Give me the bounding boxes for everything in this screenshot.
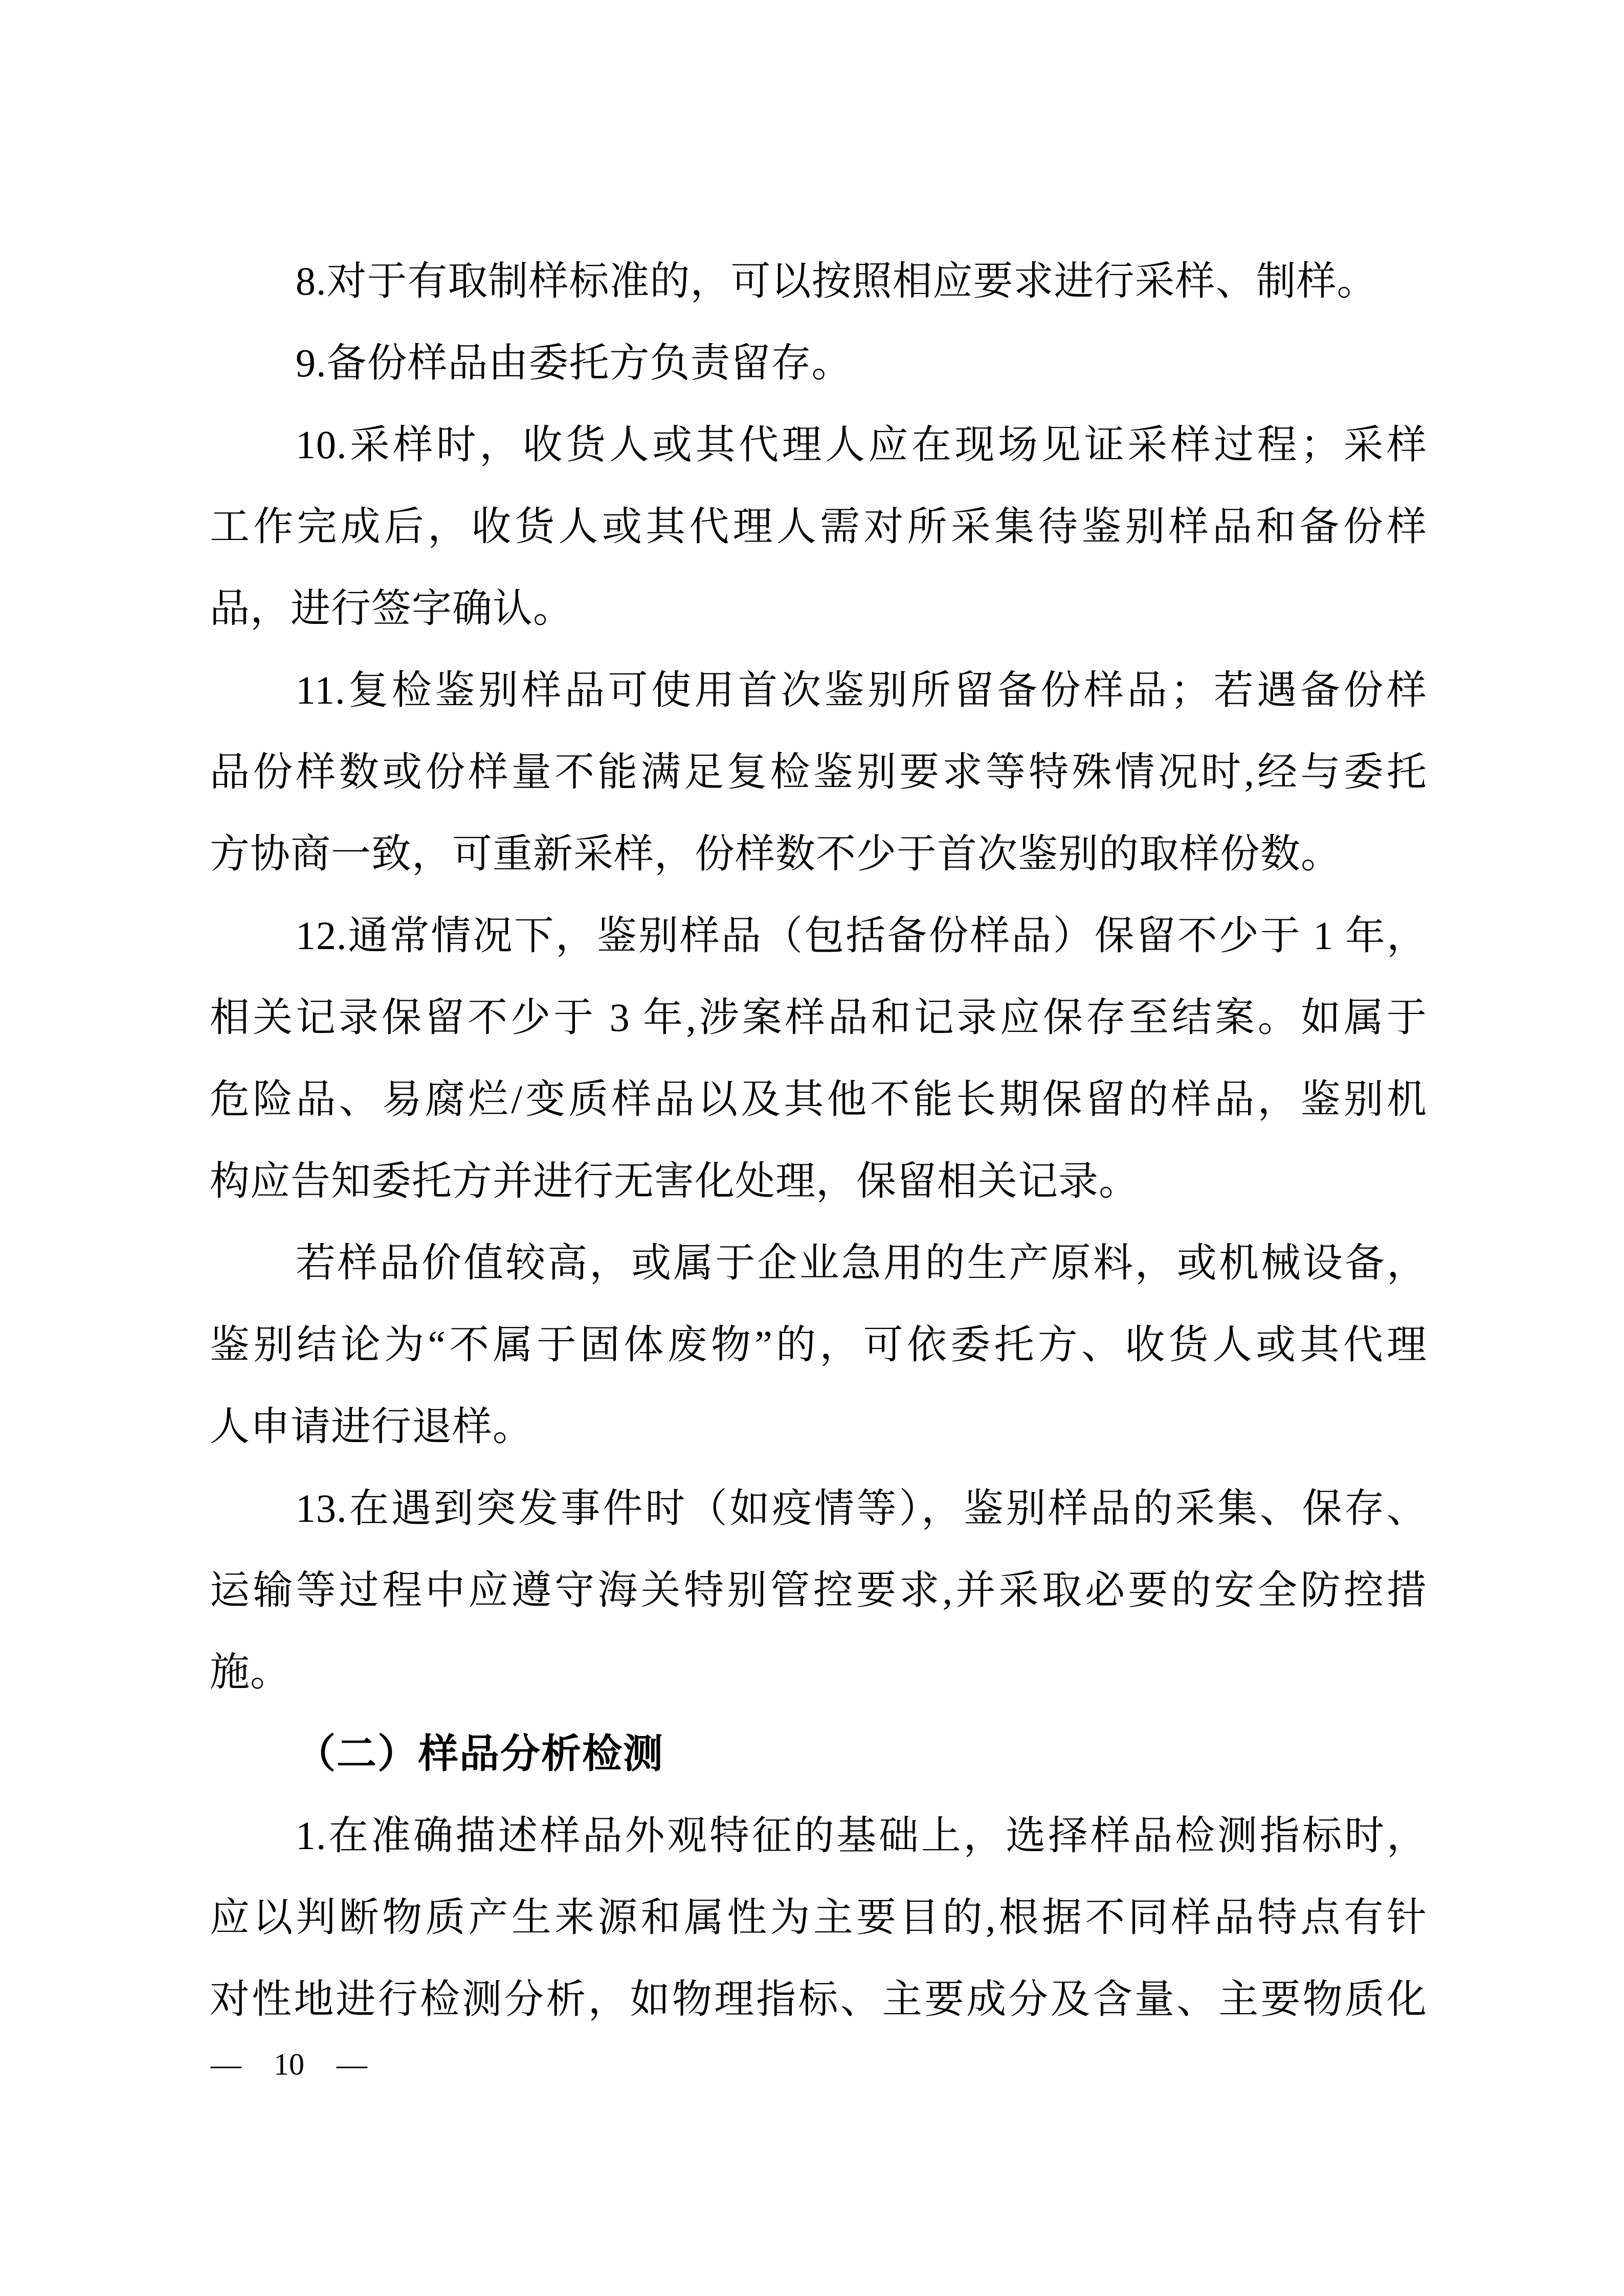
text-line: 应以判断物质产生来源和属性为主要目的,根据不同样品特点有针 bbox=[210, 1895, 1427, 1940]
text-line: 鉴别结论为“不属于固体废物”的，可依委托方、收货人或其代理 bbox=[210, 1322, 1427, 1367]
text-line: 相关记录保留不少于 3 年,涉案样品和记录应保存至结案。如属于 bbox=[210, 995, 1427, 1040]
section-heading: （二）样品分析检测 bbox=[296, 1731, 664, 1776]
text-line: 品份样数或份样量不能满足复检鉴别要求等特殊情况时,经与委托 bbox=[210, 750, 1427, 794]
text-line: 构应告知委托方并进行无害化处理，保留相关记录。 bbox=[210, 1159, 1140, 1203]
text-line: 10.采样时，收货人或其代理人应在现场见证采样过程；采样 bbox=[296, 422, 1427, 467]
text-line: 8.对于有取制样标准的，可以按照相应要求进行采样、制样。 bbox=[296, 259, 1377, 303]
text-line: 人申请进行退样。 bbox=[210, 1404, 533, 1449]
text-line: 对性地进行检测分析，如物理指标、主要成分及含量、主要物质化 bbox=[210, 1977, 1427, 2021]
text-line: 若样品价值较高，或属于企业急用的生产原料，或机械设备， bbox=[296, 1241, 1427, 1285]
text-line: 施。 bbox=[210, 1650, 291, 1694]
page-number: — 10 — bbox=[211, 2047, 367, 2081]
body-text-block bbox=[210, 240, 1427, 2040]
text-line: 工作完成后，收货人或其代理人需对所采集待鉴别样品和备份样 bbox=[210, 504, 1427, 549]
text-line: 方协商一致，可重新采样，份样数不少于首次鉴别的取样份数。 bbox=[210, 831, 1342, 876]
text-line: 运输等过程中应遵守海关特别管控要求,并采取必要的安全防控措 bbox=[210, 1568, 1427, 1612]
text-line: 1.在准确描述样品外观特征的基础上，选择样品检测指标时， bbox=[296, 1813, 1427, 1858]
text-line: 品，进行签字确认。 bbox=[210, 586, 574, 631]
text-line: 危险品、易腐烂/变质样品以及其他不能长期保留的样品，鉴别机 bbox=[210, 1077, 1427, 1121]
text-line: 13.在遇到突发事件时（如疫情等），鉴别样品的采集、保存、 bbox=[296, 1486, 1427, 1530]
text-line: 12.通常情况下，鉴别样品（包括备份样品）保留不少于 1 年， bbox=[296, 913, 1427, 958]
text-line: 11.复检鉴别样品可使用首次鉴别所留备份样品；若遇备份样 bbox=[296, 668, 1427, 712]
text-line: 9.备份样品由委托方负责留存。 bbox=[296, 341, 852, 385]
